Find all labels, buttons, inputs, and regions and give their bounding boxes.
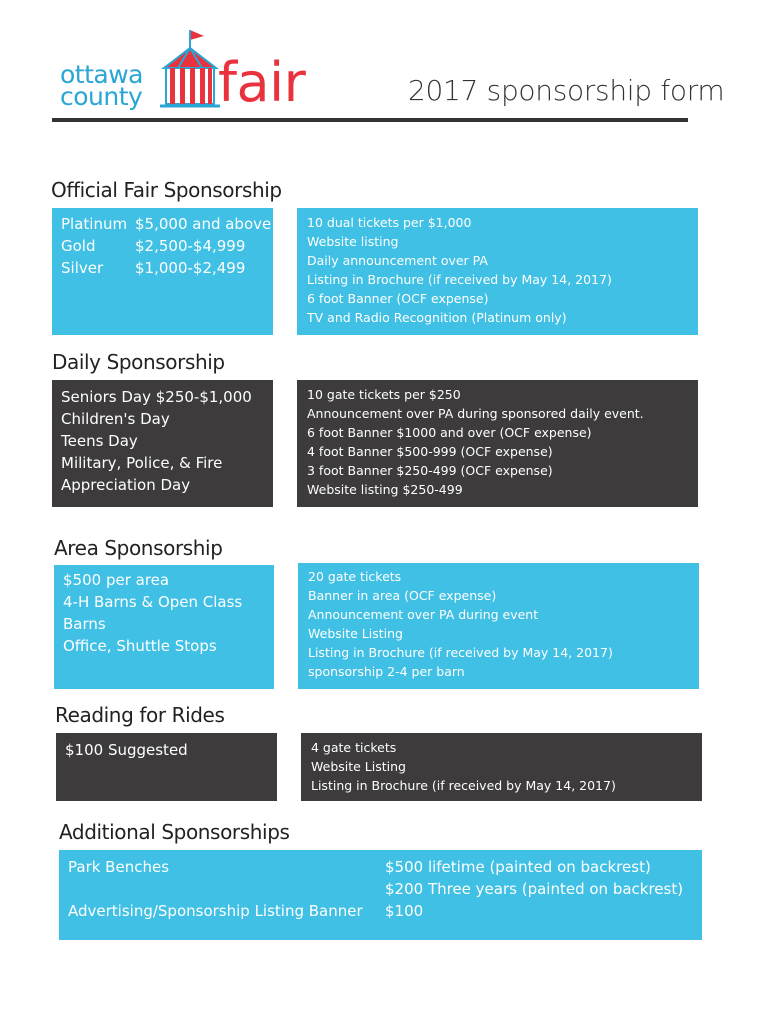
area-items-box	[54, 565, 274, 689]
benefit-item: Announcement over PA during event	[308, 607, 539, 622]
benefit-item: Website listing	[307, 234, 399, 249]
tier-amount: $2,500-$4,999	[135, 237, 246, 255]
daily-items-box	[52, 380, 273, 507]
circus-tent-icon	[160, 30, 220, 110]
tier-amount: $1,000-$2,499	[135, 259, 246, 277]
benefit-item: 6 foot Banner $1000 and over (OCF expense)	[307, 425, 592, 440]
additional-value: $200 Three years (painted on backrest)	[385, 880, 684, 898]
benefit-item: 10 dual tickets per $1,000	[307, 215, 472, 230]
benefit-item: Website listing $250-499	[307, 482, 463, 497]
title-divider	[52, 118, 688, 122]
tier-silver	[61, 257, 273, 279]
benefit-item: Website Listing	[311, 759, 406, 774]
benefit-item: 20 gate tickets	[308, 569, 402, 584]
additional-value: $500 lifetime (painted on backrest)	[385, 858, 651, 876]
daily-item: Appreciation Day	[61, 476, 191, 494]
benefit-item: 6 foot Banner (OCF expense)	[307, 291, 489, 306]
additional-section-title: Additional Sponsorships	[59, 820, 290, 844]
page-title: 2017 sponsorship form	[408, 74, 725, 107]
area-benefits-box	[298, 563, 699, 689]
area-section-title: Area Sponsorship	[54, 536, 223, 560]
tier-platinum	[61, 213, 273, 235]
benefit-item: Listing in Brochure (if received by May 14, 2017)	[311, 778, 616, 793]
area-item: $500 per area	[63, 571, 170, 589]
area-item: 4-H Barns & Open Class	[63, 593, 243, 611]
additional-value: $100	[385, 902, 424, 920]
tier-name: Platinum	[61, 215, 128, 233]
benefit-item: TV and Radio Recognition (Platinum only)	[307, 310, 567, 325]
benefit-item: Listing in Brochure (if received by May 14, 2017)	[308, 645, 613, 660]
tier-gold	[61, 235, 273, 257]
logo-ottawa-text: ottawa	[60, 60, 143, 89]
reading-benefits-box	[301, 733, 702, 801]
official-section-title: Official Fair Sponsorship	[51, 178, 282, 202]
official-benefits-box	[297, 208, 698, 335]
additional-label: Advertising/Sponsorship Listing Banner	[68, 902, 363, 920]
ottawa-county-fair-logo	[56, 30, 316, 116]
daily-benefits-box	[297, 380, 698, 507]
benefit-item: 3 foot Banner $250-499 (OCF expense)	[307, 463, 553, 478]
benefit-item: 4 foot Banner $500-999 (OCF expense)	[307, 444, 553, 459]
tier-name: Silver	[61, 259, 104, 277]
official-tiers-box	[52, 208, 273, 335]
benefit-item: Banner in area (OCF expense)	[308, 588, 497, 603]
daily-item: Seniors Day $250-$1,000	[61, 388, 252, 406]
benefit-item: Announcement over PA during sponsored daily event.	[307, 406, 644, 421]
benefit-item: Website Listing	[308, 626, 403, 641]
tier-name: Gold	[61, 237, 96, 255]
logo-county-text: county	[60, 82, 143, 111]
benefit-item: sponsorship 2-4 per barn	[308, 664, 465, 679]
logo-fair-text: fair	[218, 51, 306, 114]
reading-items-box	[56, 733, 277, 801]
daily-section-title: Daily Sponsorship	[52, 350, 225, 374]
daily-item: Teens Day	[61, 432, 138, 450]
benefit-item: 10 gate tickets per $250	[307, 387, 461, 402]
reading-item: $100 Suggested	[65, 741, 188, 759]
benefit-item: 4 gate tickets	[311, 740, 397, 755]
area-item: Office, Shuttle Stops	[63, 637, 217, 655]
tier-amount: $5,000 and above	[135, 215, 272, 233]
benefit-item: Listing in Brochure (if received by May 14, 2017)	[307, 272, 612, 287]
additional-label: Park Benches	[68, 858, 170, 876]
additional-box	[59, 850, 702, 940]
daily-item: Children's Day	[61, 410, 170, 428]
area-item: Barns	[63, 615, 106, 633]
daily-item: Military, Police, & Fire	[61, 454, 223, 472]
reading-section-title: Reading for Rides	[55, 703, 225, 727]
benefit-item: Daily announcement over PA	[307, 253, 488, 268]
